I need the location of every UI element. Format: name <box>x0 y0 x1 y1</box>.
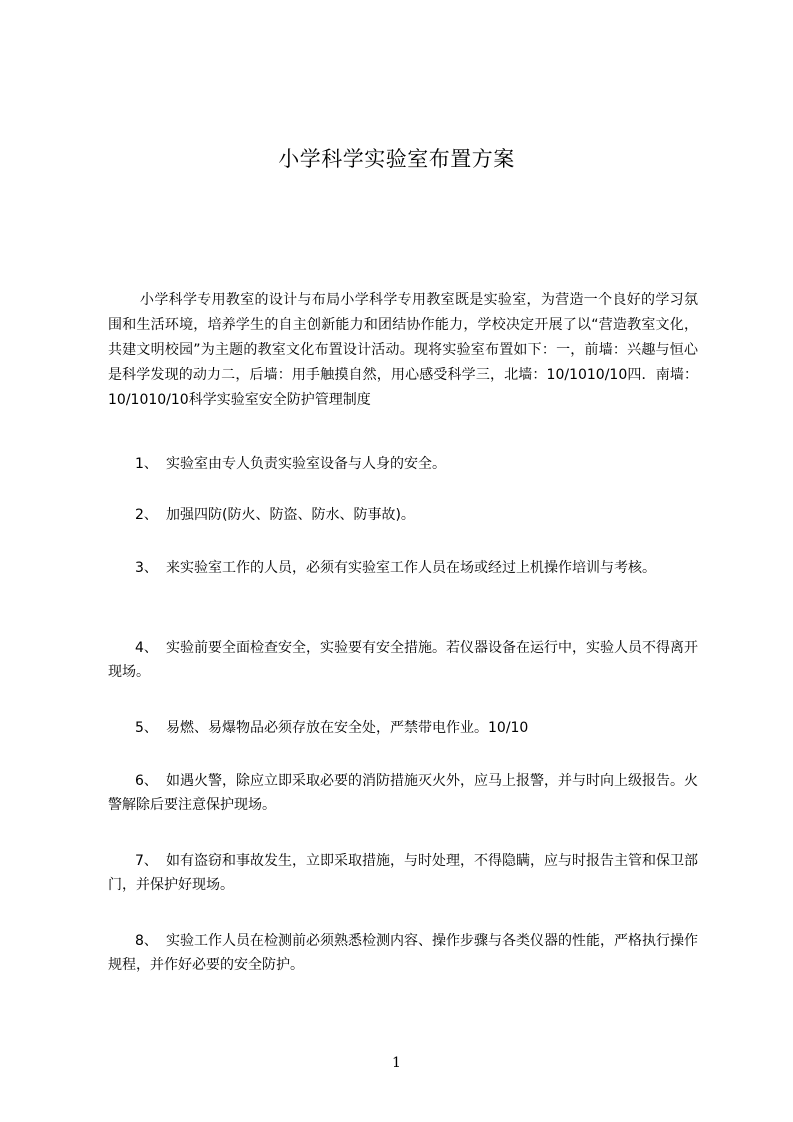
list-item-text: 加强四防(防火、防盗、防水、防事故)。 <box>166 507 415 523</box>
list-item-number: 3、 <box>135 560 158 576</box>
list-item-number: 6、 <box>135 773 158 789</box>
list-item-number: 8、 <box>135 933 158 949</box>
list-item-number: 7、 <box>135 853 158 869</box>
list-item-text: 易燃、易爆物品必须存放在安全处，严禁带电作业。10/10 <box>166 720 529 736</box>
page-title: 小学科学实验室布置方案 <box>278 147 515 171</box>
list-item-number: 4、 <box>135 640 158 656</box>
list-item <box>108 849 704 897</box>
list-item-text: 如遇火警，除应立即采取必要的消防措施灭火外，应马上报警，并与时向上级报告。火警解除后要注意保护现场。 <box>108 773 698 813</box>
list-item <box>108 929 704 977</box>
list-item-text: 实验室由专人负责实验室设备与人身的安全。 <box>166 456 446 472</box>
list-item-text: 实验前要全面检查安全，实验要有安全措施。若仪器设备在运行中，实验人员不得离开现场。 <box>108 640 698 680</box>
list-item-text: 来实验室工作的人员，必须有实验室工作人员在场或经过上机操作培训与考核。 <box>166 560 656 576</box>
page-number: 1 <box>392 1055 401 1071</box>
list-item-number: 1、 <box>135 456 158 472</box>
list-item-number: 2、 <box>135 507 158 523</box>
list-item <box>108 503 704 527</box>
list-item-text: 如有盗窃和事故发生，立即采取措施，与时处理，不得隐瞒，应与时报告主管和保卫部门，并保护好现场。 <box>108 853 698 893</box>
list-item <box>108 636 704 684</box>
intro-paragraph: 小学科学专用教室的设计与布局小学科学专用教室既是实验室，为营造一个良好的学习氛围和生活环境，培养学生的自主创新能力和团结协作能力，学校决定开展了以“营造教室文化，共建文明校园”为主题的教室文化布置设计活动。现将实验室布置如下：一，前墙：兴趣与恒心是科学发现的动力二，后墙：用手触摸自然，用心感受科学三，北墙：10/1010/10四．南墙：10/1010/10科学实验室安全防护管理制度 <box>108 292 698 408</box>
list-item <box>108 452 704 476</box>
list-item-text: 实验工作人员在检测前必须熟悉检测内容、操作步骤与各类仪器的性能，严格执行操作规程，并作好必要的安全防护。 <box>108 933 698 973</box>
list-item-number: 5、 <box>135 720 158 736</box>
list-item <box>108 769 704 817</box>
list-item <box>108 556 704 580</box>
list-item <box>108 716 704 740</box>
